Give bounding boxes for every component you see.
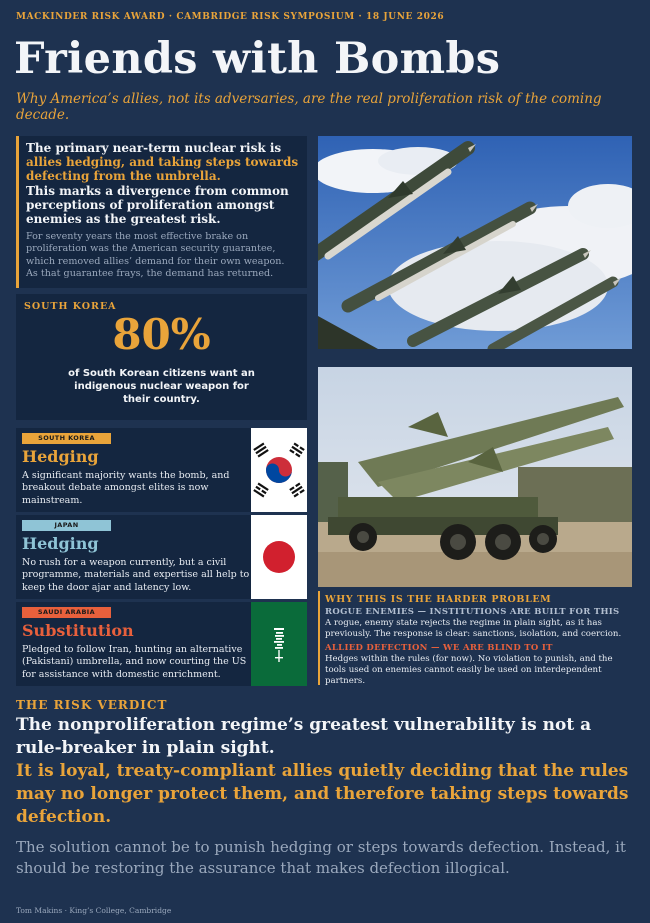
card-text: Pledged to follow Iran, hunting an alternative (Pakistani) umbrella, and now courting the US for assistance with domestic enrichment. (22, 644, 247, 680)
stat-value: 80% (112, 310, 211, 359)
card-saudi-arabia (16, 602, 307, 686)
verdict-line-2: It is loyal, treaty-compliant allies quietly deciding that the rules may no longer protect them, and therefore taking steps towards defection. (16, 761, 629, 827)
page-subtitle: Why America’s allies, not its adversaries, are the real proliferation risk of the coming decade. (16, 91, 602, 123)
missiles-sky-photo (318, 136, 632, 349)
saudi-arabia-flag-icon (251, 602, 307, 686)
missile-launcher-image (318, 136, 632, 349)
intro-lead (26, 141, 299, 183)
verdict-line-3: The solution cannot be to punish hedging or steps towards defection. Instead, it should be restoring the assurance that makes defection illogical. (16, 838, 626, 877)
intro-lead-2: This marks a divergence from common perceptions of proliferation amongst enemies as the greatest risk. (26, 184, 289, 226)
card-japan (16, 515, 307, 599)
rogue-heading: ROGUE ENEMIES — INSTITUTIONS ARE BUILT FOR THIS (325, 607, 620, 617)
header-topline: MACKINDER RISK AWARD · CAMBRIDGE RISK SYMPOSIUM · 18 JUNE 2026 (16, 12, 445, 22)
card-heading: Substitution (22, 621, 134, 640)
japan-flag-icon (251, 515, 307, 599)
south-korea-stat-panel (16, 294, 307, 420)
card-heading: Hedging (22, 447, 99, 466)
footer-credit: Tom Makins · King’s College, Cambridge (16, 906, 172, 915)
intro-lead-plain: The primary near-term nuclear risk is (26, 141, 282, 155)
south-korea-flag-icon (251, 428, 307, 512)
allied-heading: ALLIED DEFECTION — WE ARE BLIND TO IT (325, 643, 553, 653)
intro-body: For seventy years the most effective brake on proliferation was the American security guarantee, which removed allies’ demand for their own weapon. As that guarantee frays, the demand has returned. (26, 231, 285, 279)
card-south-korea (16, 428, 307, 512)
card-text: No rush for a weapon currently, but a civil programme, materials and expertise all help to keep the door ajar and latency low. (22, 557, 250, 593)
missile-vehicle-image (318, 367, 632, 587)
verdict-line-1: The nonproliferation regime’s greatest vulnerability is not a rule-breaker in plain sight. (16, 715, 592, 758)
why-harder-panel (318, 591, 632, 685)
verdict-label: THE RISK VERDICT (16, 698, 168, 712)
page-title: Friends with Bombs (14, 34, 501, 84)
stat-label: SOUTH KOREA (24, 301, 117, 312)
card-tag: SOUTH KOREA (22, 433, 111, 444)
card-text: A significant majority wants the bomb, and breakout debate amongst elites is now mainstream. (22, 470, 230, 506)
why-heading: WHY THIS IS THE HARDER PROBLEM (325, 594, 552, 605)
card-tag: JAPAN (22, 520, 111, 531)
intro-panel (16, 136, 307, 288)
launcher-ground-photo (318, 367, 632, 587)
allied-text: Hedges within the rules (for now). No violation to punish, and the tools used on enemies cannot easily be used on interdependent partners. (325, 654, 613, 686)
rogue-text: A rogue, enemy state rejects the regime in plain sight, as it has previously. The response is clear: sanctions, isolation, and coercion. (325, 618, 622, 639)
card-heading: Hedging (22, 534, 99, 553)
card-tag: SAUDI ARABIA (22, 607, 111, 618)
stat-caption: of South Korean citizens want an indigenous nuclear weapon for their country. (68, 368, 255, 405)
intro-lead-highlight: allies hedging, and taking steps towards defecting from the umbrella. (26, 155, 299, 183)
